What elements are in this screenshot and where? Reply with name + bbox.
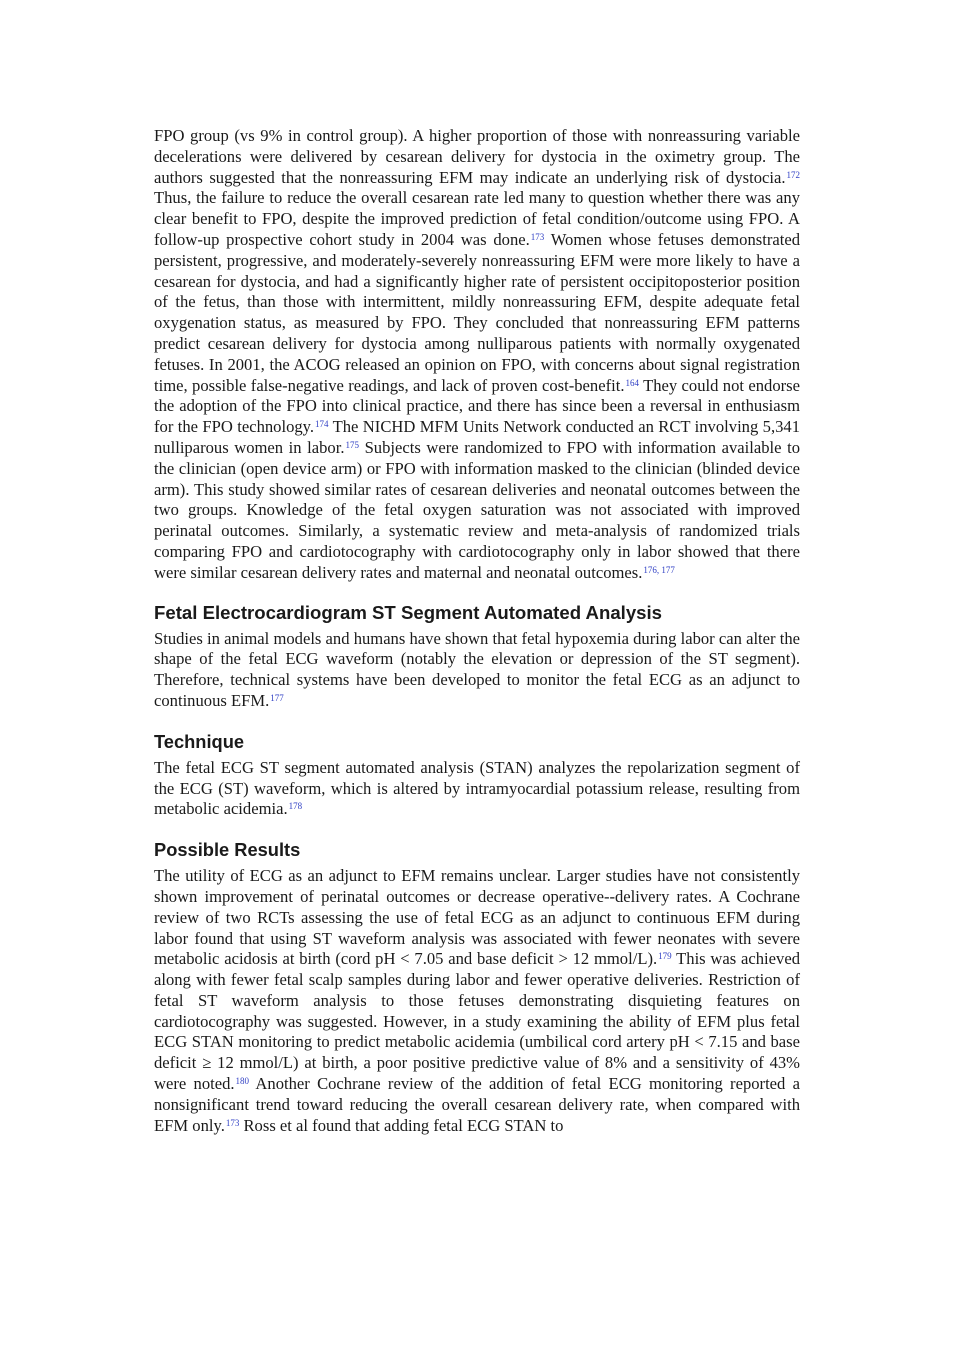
reference-link[interactable]: 173 xyxy=(530,231,545,242)
reference-link[interactable]: 177 xyxy=(270,692,284,703)
section-heading-fetal-ecg: Fetal Electrocardiogram ST Segment Automated Analysis xyxy=(154,601,663,623)
paragraph-possible-results xyxy=(154,866,800,1136)
reference-link[interactable]: 164 xyxy=(625,377,639,388)
paragraph-text: This was achieved along with fewer fetal scalp samples during labor and fewer operative deliveries. Restriction of fetal ST waveform analysis to those fetuses demonstrating disquieting features on cardiotocography was suggested. However, in a study examining the ability of EFM plus fetal ECG STAN monitoring to predict metabolic acidemia (umbilical cord artery pH < 7.15 and base deficit ≥ 12 mmol/L) at birth, a poor positive predictive value of 8% and a sensitivity of 43% were noted. xyxy=(154,949,800,1094)
paragraph-text: Subjects were randomized to FPO with information available to the clinician (open device arm) or FPO with information masked to the clinician (blinded device arm). This study showed similar rates of cesarean deliveries and neonatal outcomes between the two groups. Knowledge of the fetal oxygen saturation was not associated with improved perinatal outcomes. Similarly, a systematic review and meta-analysis of randomized trials comparing FPO and cardiotocography with cardiotocography only in labor showed that there were similar cesarean delivery rates and maternal and neonatal outcomes. xyxy=(154,437,800,582)
paragraph-text: Studies in animal models and humans have shown that fetal hypoxemia during labor can alter the shape of the fetal ECG waveform (notably the elevation or depression of the ST segment). Therefore, technical systems have been developed to monitor the fetal ECG as an adjunct to continuous EFM. xyxy=(154,628,800,710)
reference-link[interactable]: 172 xyxy=(786,169,800,180)
paragraph-fpo-review xyxy=(154,126,800,584)
paragraph-text: The utility of ECG as an adjunct to EFM remains unclear. Larger studies have not consistently shown improvement of perinatal outcomes or decrease operative--delivery rates. A Cochrane review of two RCTs assessing the use of fetal ECG as an adjunct to continuous EFM during labor found that using ST waveform analysis was associated with fewer neonates with severe metabolic acidosis at birth (cord pH < 7.05 and base deficit > 12 mmol/L). xyxy=(154,866,800,969)
document-page xyxy=(154,126,800,1136)
reference-link[interactable]: 178 xyxy=(288,801,303,812)
subsection-heading-technique: Technique xyxy=(154,730,245,752)
paragraph-text: The NICHD MFM Units Network conducted an RCT involving 5,341 nulliparous women in labor. xyxy=(154,417,800,457)
reference-link[interactable]: 175 xyxy=(345,439,359,450)
reference-link[interactable]: 173 xyxy=(225,1117,240,1128)
reference-link[interactable]: 179 xyxy=(658,951,672,962)
paragraph-technique xyxy=(154,758,800,820)
paragraph-fetal-ecg-intro xyxy=(154,629,800,712)
reference-link[interactable]: 176, 177 xyxy=(643,564,675,575)
subsection-heading-possible-results: Possible Results xyxy=(154,839,301,861)
paragraph-text: Another Cochrane review of the addition of fetal ECG monitoring reported a nonsignificant trend toward reducing the overall cesarean delivery rate, when compared with EFM only. xyxy=(154,1074,800,1135)
paragraph-text: They could not endorse the adoption of the FPO into clinical practice, and there has since been a reversal in enthusiasm for the FPO technology. xyxy=(154,375,800,437)
reference-link[interactable]: 174 xyxy=(315,419,329,430)
paragraph-text: Women whose fetuses demonstrated persistent, progressive, and moderately-severely nonreassuring EFM were more likely to have a cesarean for dystocia, and had a significantly higher rate of persistent occipitoposterior position of the fetus, than those with intermittent, mildly nonreassuring EFM, despite adequate fetal oxygenation status, as measured by FPO. They concluded that nonreassuring EFM patterns predict cesarean delivery for dystocia among nulliparous patients with normally oxygenated fetuses. In 2001, the ACOG released an opinion on FPO, with concerns about signal registration time, possible false-negative readings, and lack of proven cost-benefit. xyxy=(154,229,800,395)
paragraph-text: Ross et al found that adding fetal ECG STAN to xyxy=(239,1115,564,1135)
paragraph-text: Thus, the failure to reduce the overall cesarean rate led many to question whether there was any clear benefit to FPO, despite the improved prediction of fetal condition/outcome using FPO. A follow-up prospective cohort study in 2004 was done. xyxy=(154,188,800,249)
paragraph-text: The fetal ECG ST segment automated analysis (STAN) analyzes the repolarization segment of the ECG (ST) waveform, which is altered by intramyocardial potassium release, resulting from metabolic acidemia. xyxy=(154,757,800,819)
reference-link[interactable]: 180 xyxy=(235,1076,250,1087)
paragraph-text: FPO group (vs 9% in control group). A higher proportion of those with nonreassuring variable decelerations were delivered by cesarean delivery for dystocia in the oximetry group. The authors suggested that the nonreassuring EFM may indicate an underlying risk of dystocia. xyxy=(154,126,800,187)
